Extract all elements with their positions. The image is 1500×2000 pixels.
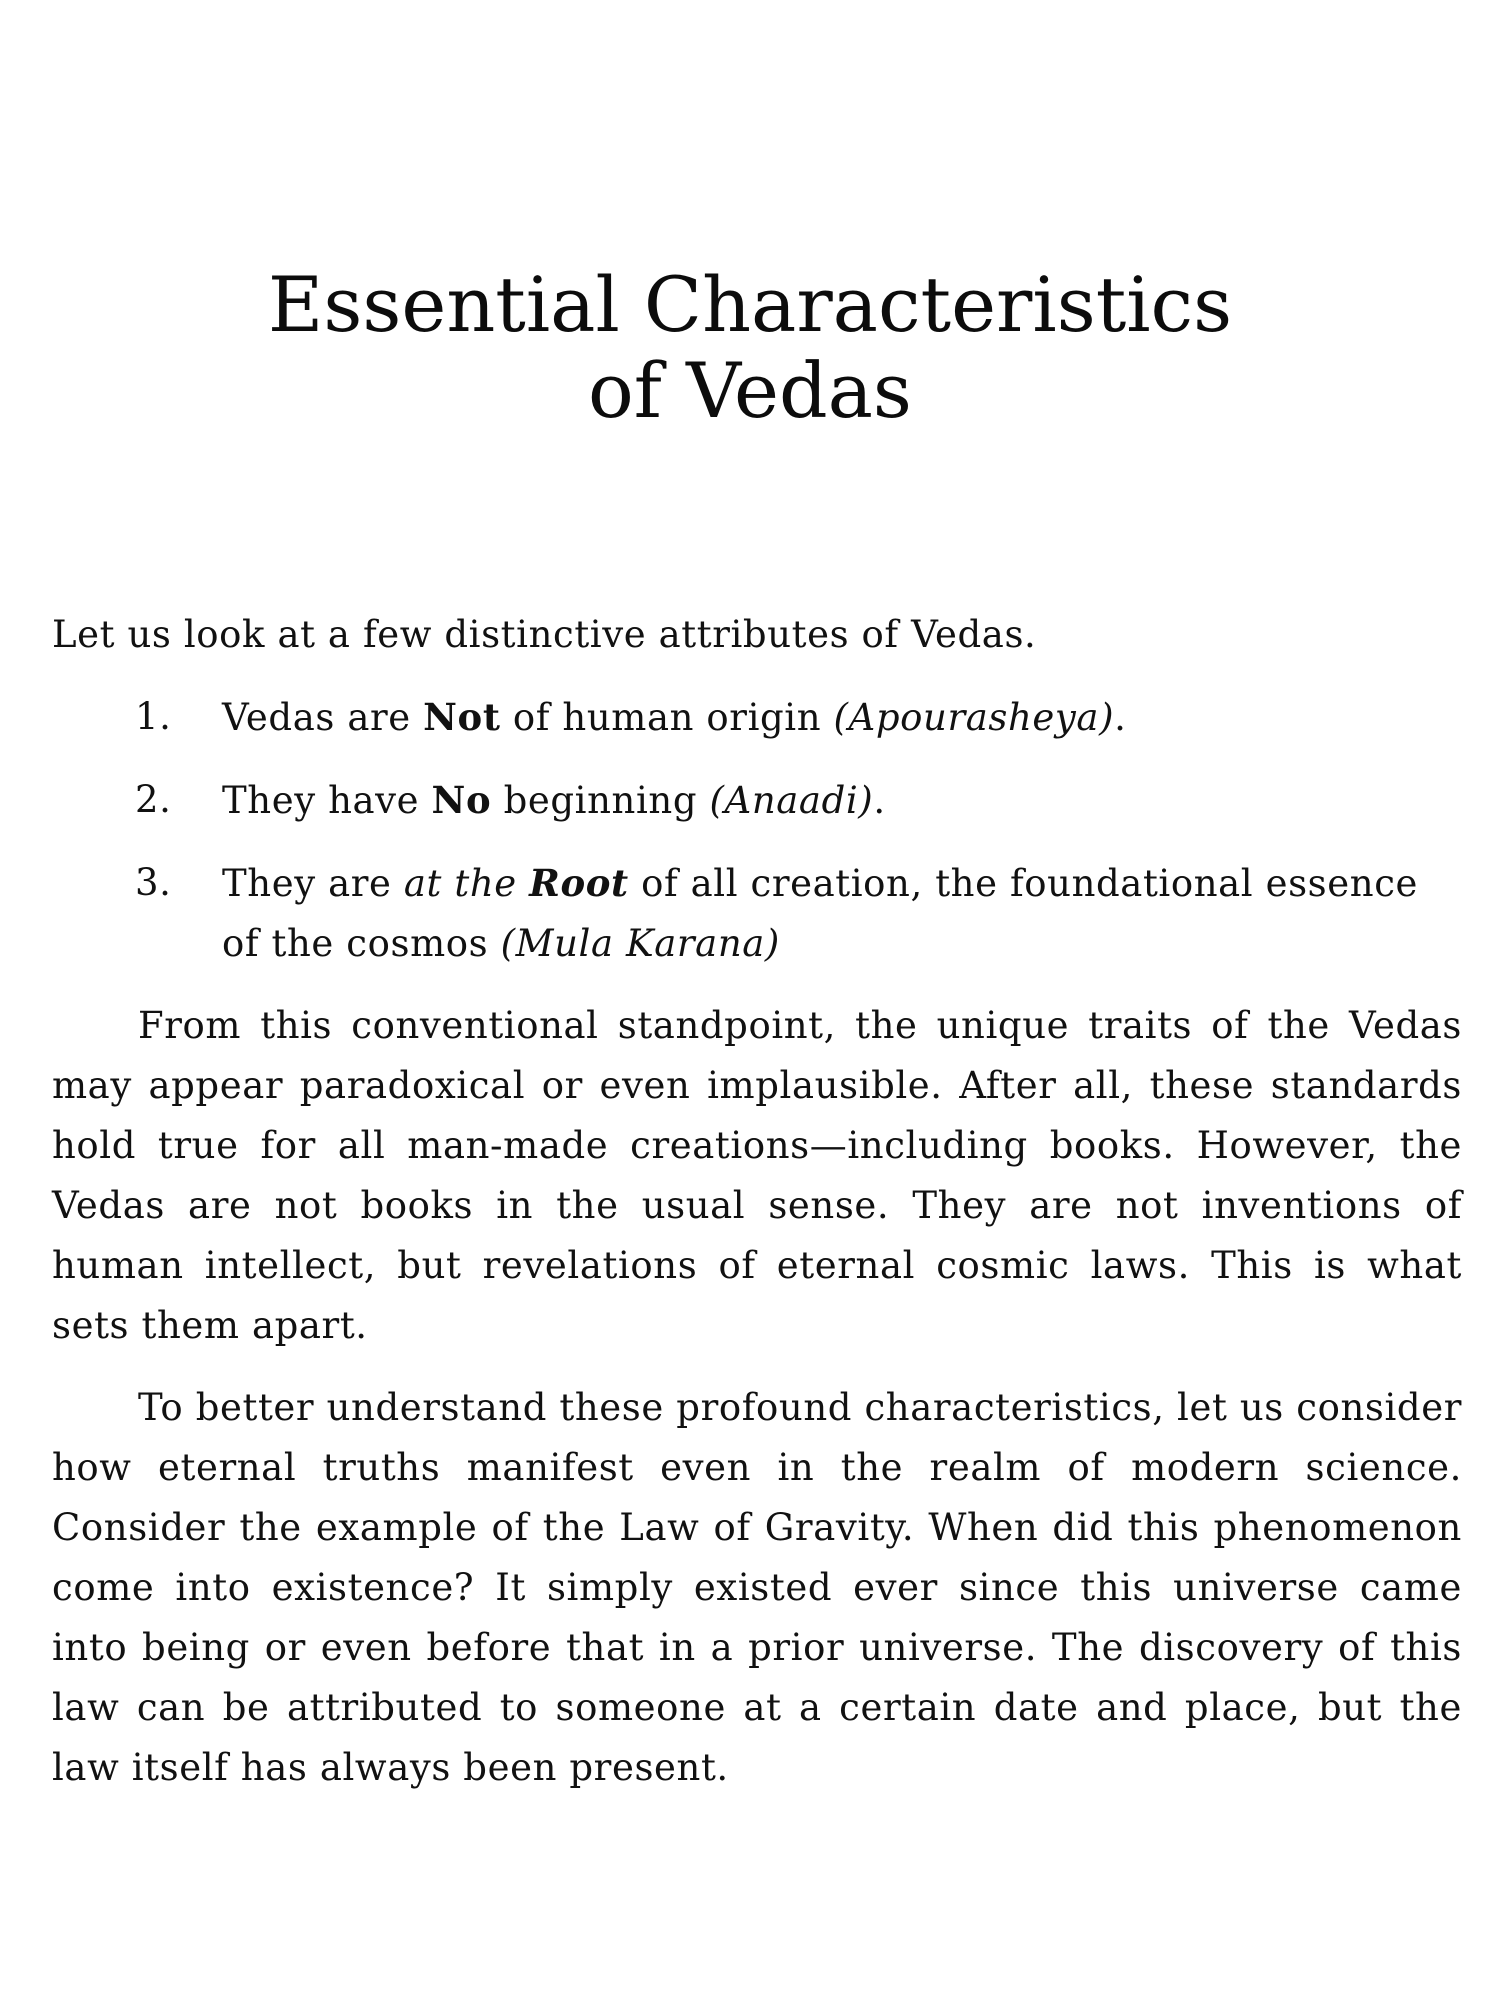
page-body <box>52 605 1462 1820</box>
list-item-text: They are <box>222 862 404 905</box>
page-title <box>0 262 1500 434</box>
attributes-list <box>52 687 1462 974</box>
list-item-italic: (Apourasheya) <box>833 696 1115 739</box>
page-title-line-2: of Vedas <box>588 346 912 435</box>
list-item-italic: at the <box>403 862 530 905</box>
list-item <box>52 853 1462 974</box>
list-item-end: . <box>1114 696 1127 739</box>
intro-sentence: Let us look at a few distinctive attributes of Vedas. <box>52 613 1037 656</box>
list-item-bold: Not <box>423 695 501 739</box>
list-item-italic: (Anaadi) <box>709 779 874 822</box>
list-item-number: 2. <box>135 778 172 821</box>
list-item-bold-italic: Root <box>529 861 629 905</box>
list-item-end: . <box>873 779 886 822</box>
list-item-text: of human origin <box>500 696 834 739</box>
page-title-line-1: Essential Characteristics <box>267 260 1233 349</box>
list-item <box>52 770 1462 831</box>
list-item-number: 3. <box>135 861 172 904</box>
list-item <box>52 687 1462 748</box>
list-item-bold: No <box>431 778 492 822</box>
list-item-italic: (Mula Karana) <box>500 922 780 965</box>
list-item-number: 1. <box>135 695 172 738</box>
body-paragraph-2: To better understand these profound characteristics, let us consider how eternal truths manifest even in the realm of modern science. Consider the example of the Law of Gravity. When did this phenomenon come into existence? It simply existed ever since this universe came into being or even before that in a prior universe. The discovery of this law can be attributed to someone at a certain date and place, but the law itself has always been present. <box>52 1386 1462 1789</box>
list-item-text: They have <box>222 779 432 822</box>
list-item-text: beginning <box>491 779 710 822</box>
list-item-text: Vedas are <box>222 696 424 739</box>
body-paragraph-1: From this conventional standpoint, the unique traits of the Vedas may appear paradoxical or even implausible. After all, these standards hold true for all man-made creations—including books. However, the Vedas are not books in the usual sense. They are not inventions of human intellect, but revelations of eternal cosmic laws. This is what sets them apart. <box>52 1004 1462 1347</box>
list-item-text: of all creation, the foundational essence of the cosmos <box>222 862 1419 965</box>
